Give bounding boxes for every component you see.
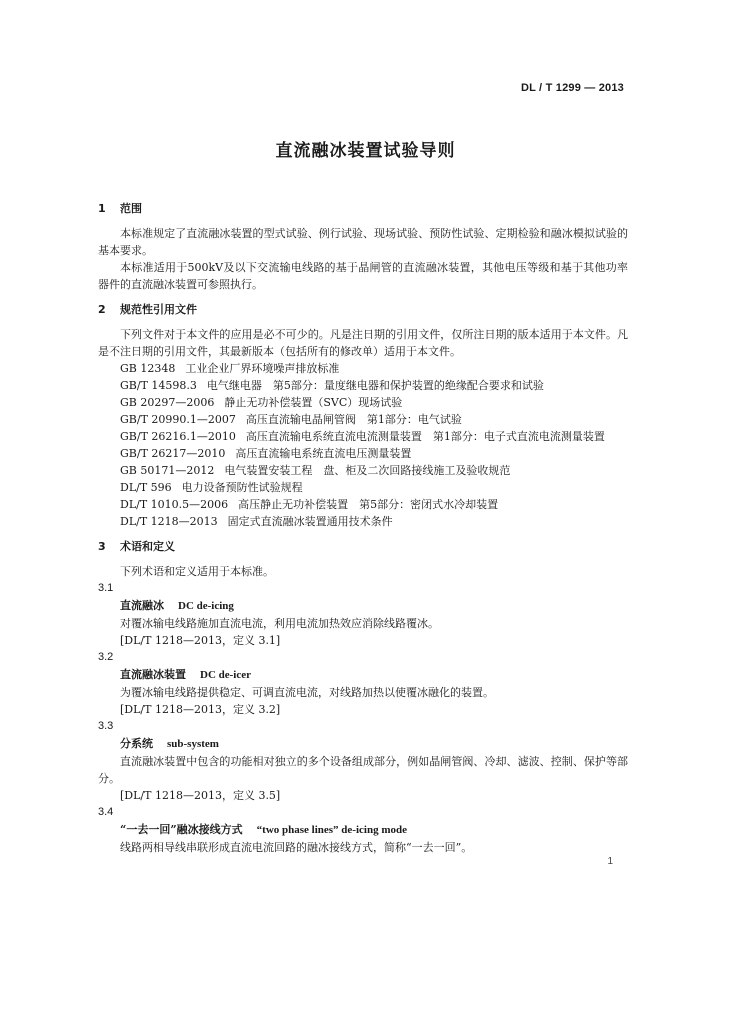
document-title: 直流融冰装置试验导则 bbox=[275, 141, 456, 161]
term-number: 3.4 bbox=[98, 806, 114, 818]
term-number: 3.2 bbox=[98, 651, 114, 663]
term-zh: 直流融冰装置 bbox=[120, 668, 186, 681]
reference-code: GB 50171—2012 bbox=[120, 464, 215, 477]
section-heading-normative-references bbox=[98, 301, 628, 318]
paragraph: 本标准规定了直流融冰装置的型式试验、例行试验、现场试验、预防性试验、定期检验和融冰模拟试验的基本要求。 bbox=[98, 227, 628, 257]
section-title: 规范性引用文件 bbox=[120, 303, 197, 316]
section-number: 3 bbox=[98, 540, 106, 553]
page-number: 1 bbox=[607, 856, 613, 867]
term-definition: 对覆冰输电线路施加直流电流，利用电流加热效应消除线路覆冰。 bbox=[120, 617, 439, 630]
paragraph: 下列文件对于本文件的应用是必不可少的。凡是注日期的引用文件，仅所注日期的版本适用于本文件。凡是不注日期的引用文件，其最新版本（包括所有的修改单）适用于本文件。 bbox=[98, 328, 628, 358]
term-definition: 线路两相导线串联形成直流电流回路的融冰接线方式，简称“一去一回”。 bbox=[120, 841, 473, 854]
reference-item bbox=[120, 462, 628, 479]
term-en: DC de-icing bbox=[178, 600, 234, 612]
paragraph: 下列术语和定义适用于本标准。 bbox=[120, 565, 274, 578]
paragraph: 本标准适用于500kV及以下交流输电线路的基于晶闸管的直流融冰装置，其他电压等级和基于其他功率器件的直流融冰装置可参照执行。 bbox=[98, 261, 628, 291]
reference-title: 高压直流输电晶闸管阀 第1部分：电气试验 bbox=[245, 413, 462, 426]
reference-title: 高压直流输电系统直流电压测量装置 bbox=[235, 447, 412, 460]
term-zh: 直流融冰 bbox=[120, 599, 164, 612]
reference-title: 高压静止无功补偿装置 第5部分：密闭式水冷却装置 bbox=[238, 498, 499, 511]
reference-item bbox=[120, 496, 628, 513]
term-en: DC de-icer bbox=[200, 669, 252, 681]
term-zh: “一去一回”融冰接线方式 bbox=[120, 823, 243, 836]
section-title: 范围 bbox=[120, 202, 142, 215]
term-definition: 为覆冰输电线路提供稳定、可调直流电流，对线路加热以使覆冰融化的装置。 bbox=[120, 686, 494, 699]
reference-item bbox=[120, 394, 628, 411]
reference-item bbox=[120, 377, 628, 394]
reference-list bbox=[98, 360, 628, 530]
term-source: [DL/T 1218—2013，定义 3.1] bbox=[120, 634, 281, 647]
reference-code: DL/T 596 bbox=[120, 481, 172, 494]
reference-item bbox=[120, 445, 628, 462]
term-number: 3.1 bbox=[98, 582, 114, 594]
term-heading bbox=[120, 666, 628, 684]
reference-item bbox=[120, 411, 628, 428]
reference-title: 电气装置安装工程 盘、柜及二次回路接线施工及验收规范 bbox=[224, 464, 511, 477]
reference-title: 电气继电器 第5部分：量度继电器和保护装置的绝缘配合要求和试验 bbox=[206, 379, 544, 392]
term-heading bbox=[120, 735, 628, 753]
reference-title: 工业企业厂界环境噪声排放标准 bbox=[185, 362, 340, 375]
reference-title: 固定式直流融冰装置通用技术条件 bbox=[227, 515, 393, 528]
term-en: sub-system bbox=[167, 738, 219, 750]
reference-item bbox=[120, 428, 628, 445]
term-source: [DL/T 1218—2013，定义 3.2] bbox=[120, 703, 281, 716]
term-heading bbox=[120, 821, 628, 839]
reference-title: 高压直流输电系统直流电流测量装置 第1部分：电子式直流电流测量装置 bbox=[245, 430, 605, 443]
term-definition: 直流融冰装置中包含的功能相对独立的多个设备组成部分，例如晶闸管阀、冷却、滤波、控制、保护等部分。 bbox=[98, 755, 628, 785]
document-body bbox=[98, 200, 628, 856]
section-title: 术语和定义 bbox=[120, 540, 175, 553]
standard-code: DL / T 1299 — 2013 bbox=[520, 82, 624, 94]
term-number: 3.3 bbox=[98, 720, 114, 732]
section-number: 1 bbox=[98, 202, 106, 215]
term-en: “two phase lines” de-icing mode bbox=[256, 824, 407, 836]
reference-code: GB/T 14598.3 bbox=[120, 379, 197, 392]
section-number: 2 bbox=[98, 303, 106, 316]
reference-item bbox=[120, 479, 628, 496]
term-heading bbox=[120, 597, 628, 615]
reference-code: GB 12348 bbox=[120, 362, 176, 375]
term-zh: 分系统 bbox=[120, 737, 153, 750]
section-heading-scope bbox=[98, 200, 628, 217]
section-heading-terms-definitions bbox=[98, 538, 628, 555]
term-source: [DL/T 1218—2013，定义 3.5] bbox=[120, 789, 281, 802]
reference-code: GB 20297—2006 bbox=[120, 396, 215, 409]
reference-code: GB/T 20990.1—2007 bbox=[120, 413, 236, 426]
reference-code: DL/T 1218—2013 bbox=[120, 515, 218, 528]
reference-item bbox=[120, 360, 628, 377]
reference-code: DL/T 1010.5—2006 bbox=[120, 498, 229, 511]
reference-code: GB/T 26216.1—2010 bbox=[120, 430, 236, 443]
reference-title: 电力设备预防性试验规程 bbox=[181, 481, 303, 494]
reference-code: GB/T 26217—2010 bbox=[120, 447, 226, 460]
reference-title: 静止无功补偿装置（SVC）现场试验 bbox=[224, 396, 403, 409]
reference-item bbox=[120, 513, 628, 530]
